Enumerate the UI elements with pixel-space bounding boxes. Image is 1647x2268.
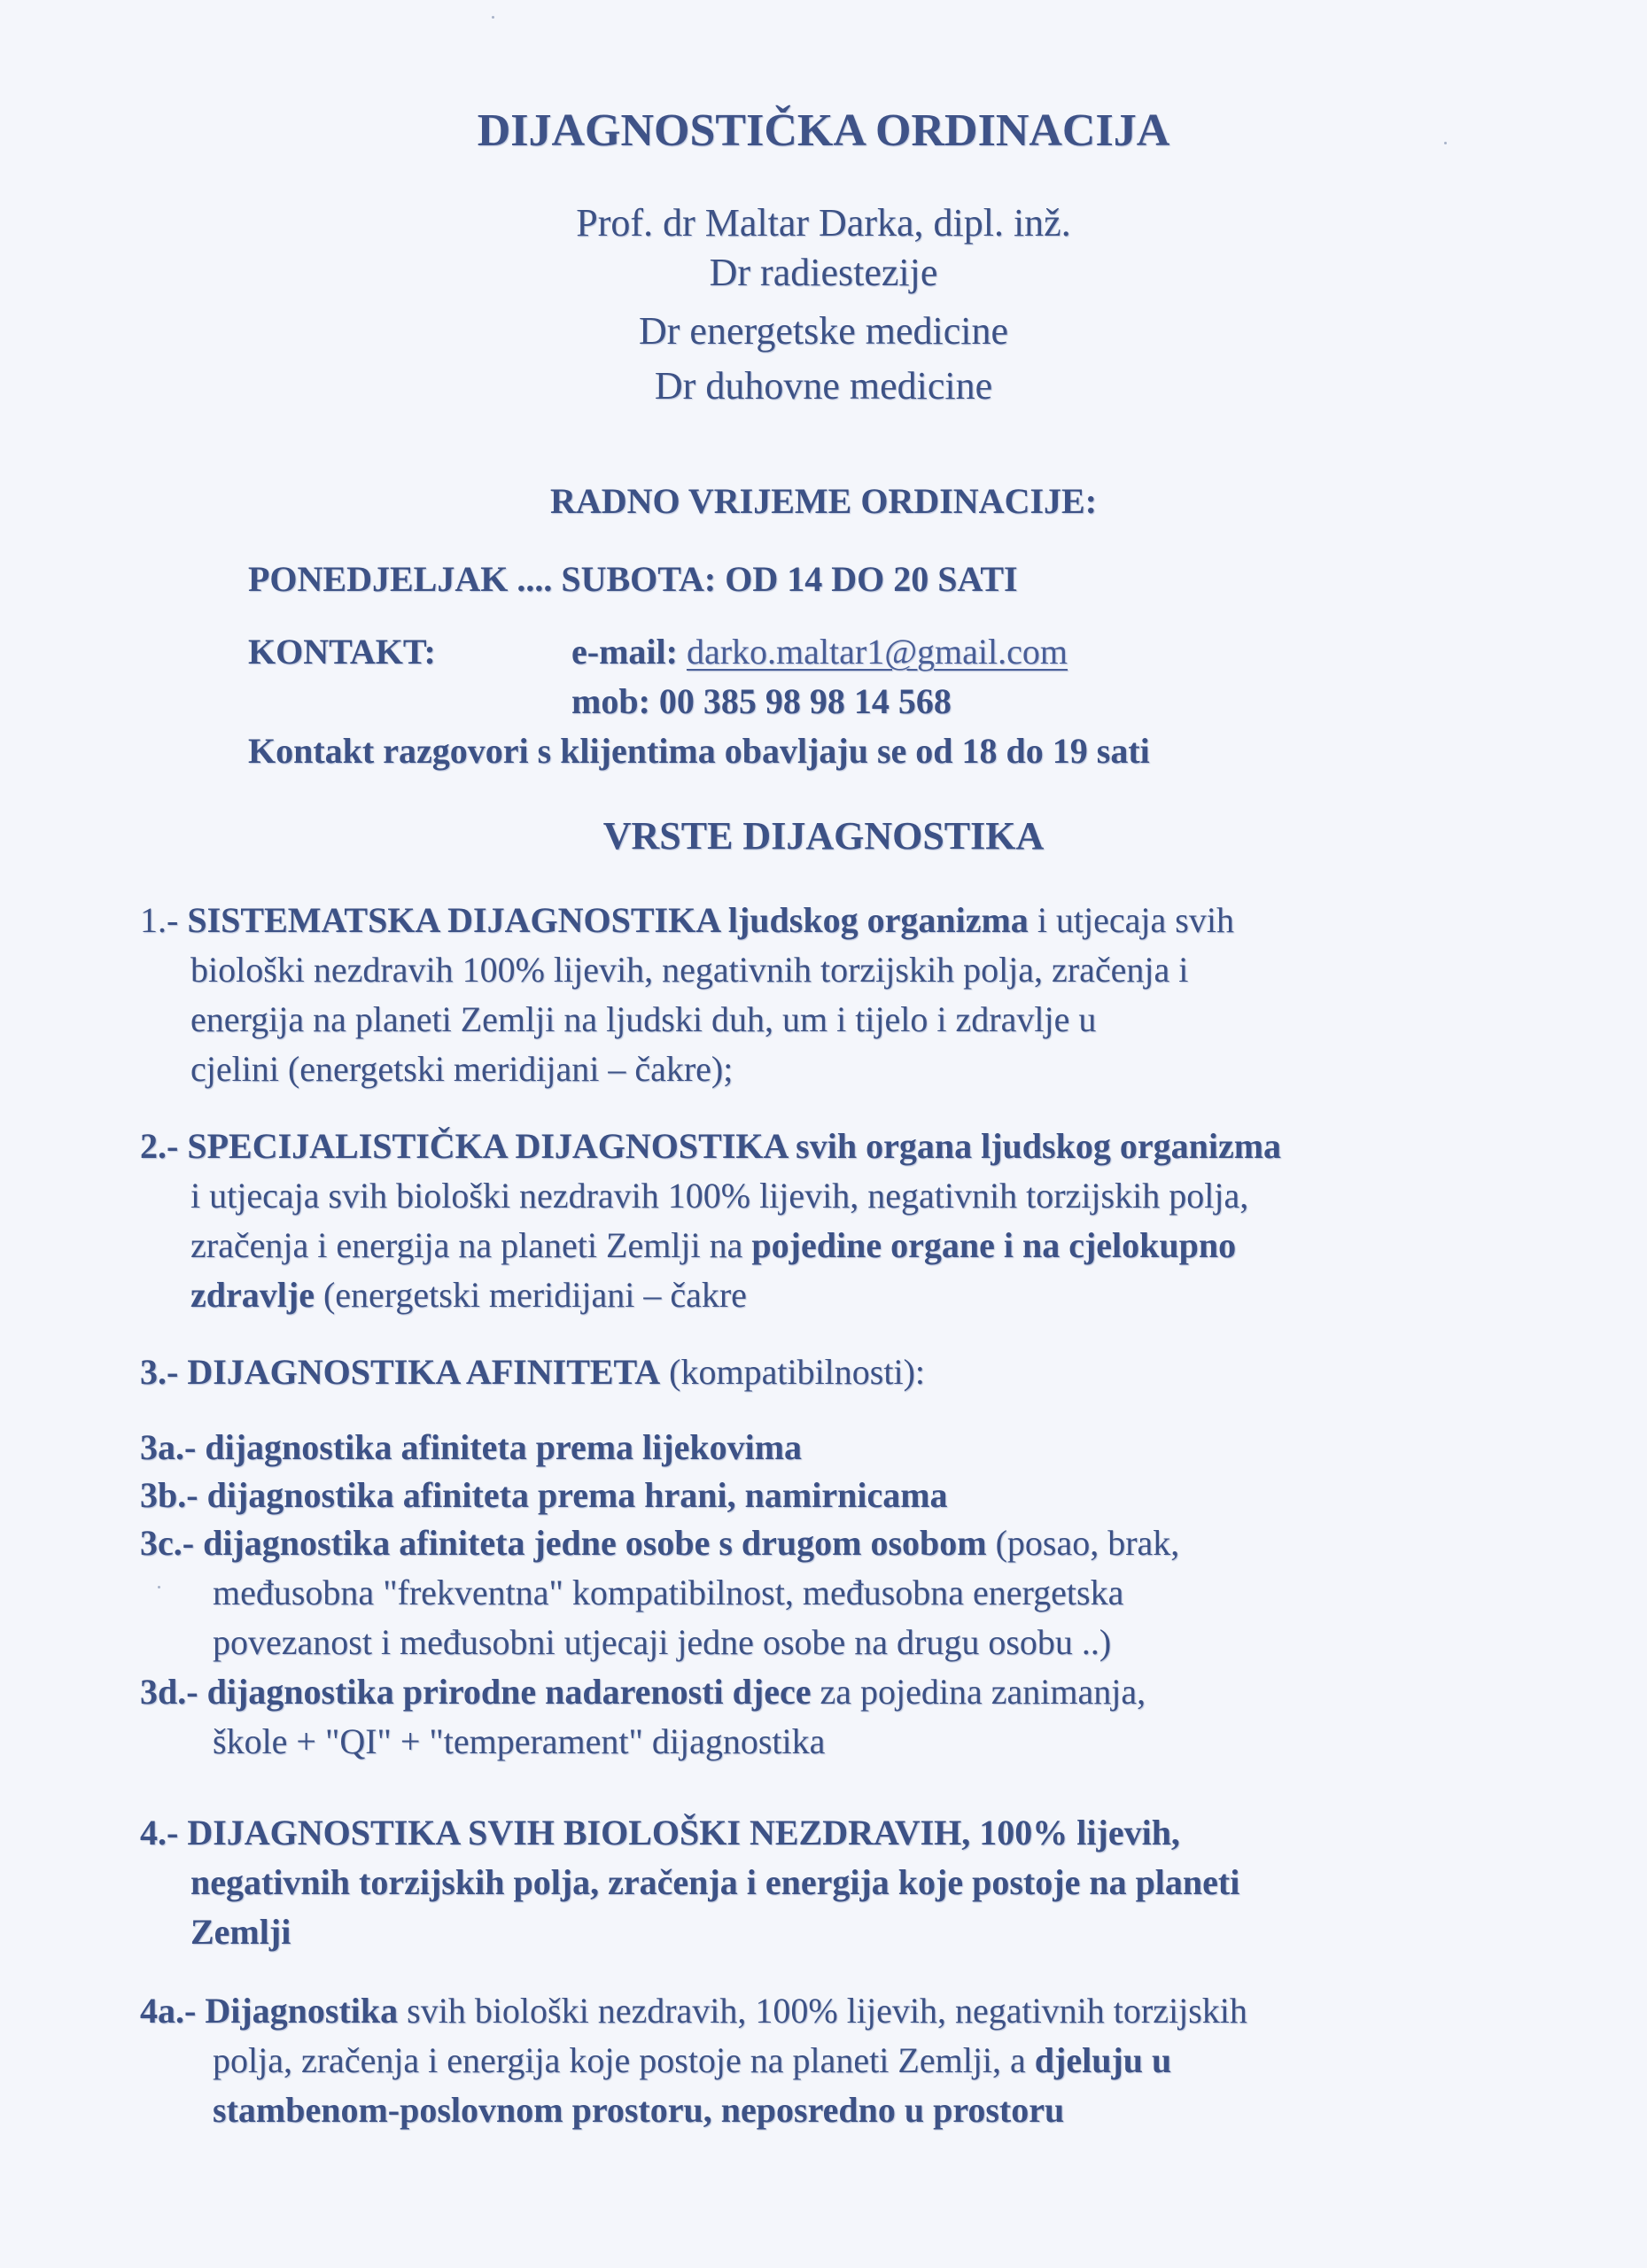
item-3c-line: međusobna "frekventna" kompatibilnost, međusobna energetska [213,1573,1124,1612]
item-4a-line: stambenom-poslovnom prostoru, neposredno u prostoru [213,2090,1065,2130]
contact-note: Kontakt razgovori s klijentima obavljaju se od 18 do 19 sati [248,731,1150,771]
email-link[interactable]: darko.maltar1@gmail.com [686,632,1068,672]
item-4a-number: 4a.- [140,1991,197,2031]
item-3c [140,1522,1179,1564]
item-3b-text: dijagnostika afiniteta prema hrani, namirnicama [206,1475,948,1515]
item-3-text: (kompatibilnosti): [660,1352,926,1392]
item-1-text: i utjecaja svih [1028,900,1234,940]
item-2-emphasis: pojedine organe i na cjelokupno [751,1225,1237,1265]
item-4-number: 4.- [140,1813,179,1852]
item-3d-text: za pojedina zanimanja, [811,1672,1146,1712]
item-4a-text: polja, zračenja i energija koje postoje na planeti Zemlji, a [213,2040,1035,2080]
title-duhovna: Dr duhovne medicine [654,364,993,408]
item-1-line: biološki nezdravih 100% lijevih, negativnih torzijskih polja, zračenja i [190,950,1189,990]
item-3d-line: škole + "QI" + "temperament" dijagnostika [213,1721,826,1761]
item-2-text: (energetski meridijani – čakre [314,1275,747,1315]
scan-speck [1444,142,1447,144]
item-2-line [190,1274,747,1316]
mobile-number: mob: 00 385 98 98 14 568 [571,681,952,721]
item-4-title: DIJAGNOSTIKA SVIH BIOLOŠKI NEZDRAVIH, 100% lijevih, [187,1813,1180,1852]
types-heading: VRSTE DIJAGNOSTIKA [602,814,1045,858]
document-title: DIJAGNOSTIČKA ORDINACIJA [477,105,1170,156]
item-3c-line: povezanost i međusobni utjecaji jedne osobe na drugu osobu ..) [213,1622,1112,1662]
contact-label: KONTAKT: [248,632,436,672]
item-4-line: negativnih torzijskih polja, zračenja i energija koje postoje na planeti [190,1862,1240,1902]
email-label: e-mail: [571,632,678,672]
item-3a [140,1426,802,1468]
item-3b [140,1474,948,1516]
item-1-line: energija na planeti Zemlji na ljudski duh, um i tijelo i zdravlje u [190,999,1097,1039]
item-4a-emphasis: djeluju u [1034,2040,1172,2080]
item-3a-text: dijagnostika afiniteta prema lijekovima [205,1427,803,1467]
scan-speck [158,1586,160,1588]
item-3 [140,1351,925,1393]
item-3-number: 3.- [140,1352,179,1392]
hours-heading: RADNO VRIJEME ORDINACIJE: [549,481,1098,521]
item-4a-title: Dijagnostika [205,1991,399,2031]
item-2-number: 2.- [140,1126,179,1166]
item-3a-number: 3a.- [140,1427,197,1467]
email-row [571,631,1068,672]
item-3d [140,1671,1146,1713]
item-3c-title: dijagnostika afiniteta jedne osobe s drugom osobom [203,1523,987,1563]
scan-speck [492,16,494,19]
title-energetska: Dr energetske medicine [638,309,1008,353]
item-4a-line [213,2039,1171,2081]
item-3c-number: 3c.- [140,1523,195,1563]
title-radiestezija: Dr radiestezije [709,251,938,294]
item-3b-number: 3b.- [140,1475,198,1515]
item-1-number: 1.- [140,900,179,940]
item-2-line: i utjecaja svih biološki nezdravih 100% lijevih, negativnih torzijskih polja, [190,1176,1249,1216]
item-3d-number: 3d.- [140,1672,198,1712]
item-2-text: zračenja i energija na planeti Zemlji na [190,1225,752,1265]
item-1-title: SISTEMATSKA DIJAGNOSTIKA ljudskog organizma [187,900,1029,940]
item-2-title: SPECIJALISTIČKA DIJAGNOSTIKA svih organa ljudskog organizma [187,1126,1282,1166]
item-4 [140,1812,1180,1853]
item-2-line [190,1224,1236,1266]
hours-schedule: PONEDJELJAK .... SUBOTA: OD 14 DO 20 SATI [248,559,1018,599]
item-4a [140,1990,1247,2031]
item-3d-title: dijagnostika prirodne nadarenosti djece [206,1672,812,1712]
author-name: Prof. dr Maltar Darka, dipl. inž. [576,201,1071,245]
item-1-line: cjelini (energetski meridijani – čakre); [190,1049,734,1089]
item-4-line: Zemlji [190,1912,291,1952]
item-3c-text: (posao, brak, [986,1523,1180,1563]
item-1 [140,899,1234,941]
item-4a-text: svih biološki nezdravih, 100% lijevih, negativnih torzijskih [398,1991,1247,2031]
item-2-emphasis: zdravlje [190,1275,315,1315]
item-2 [140,1125,1281,1167]
item-3-title: DIJAGNOSTIKA AFINITETA [187,1352,661,1392]
